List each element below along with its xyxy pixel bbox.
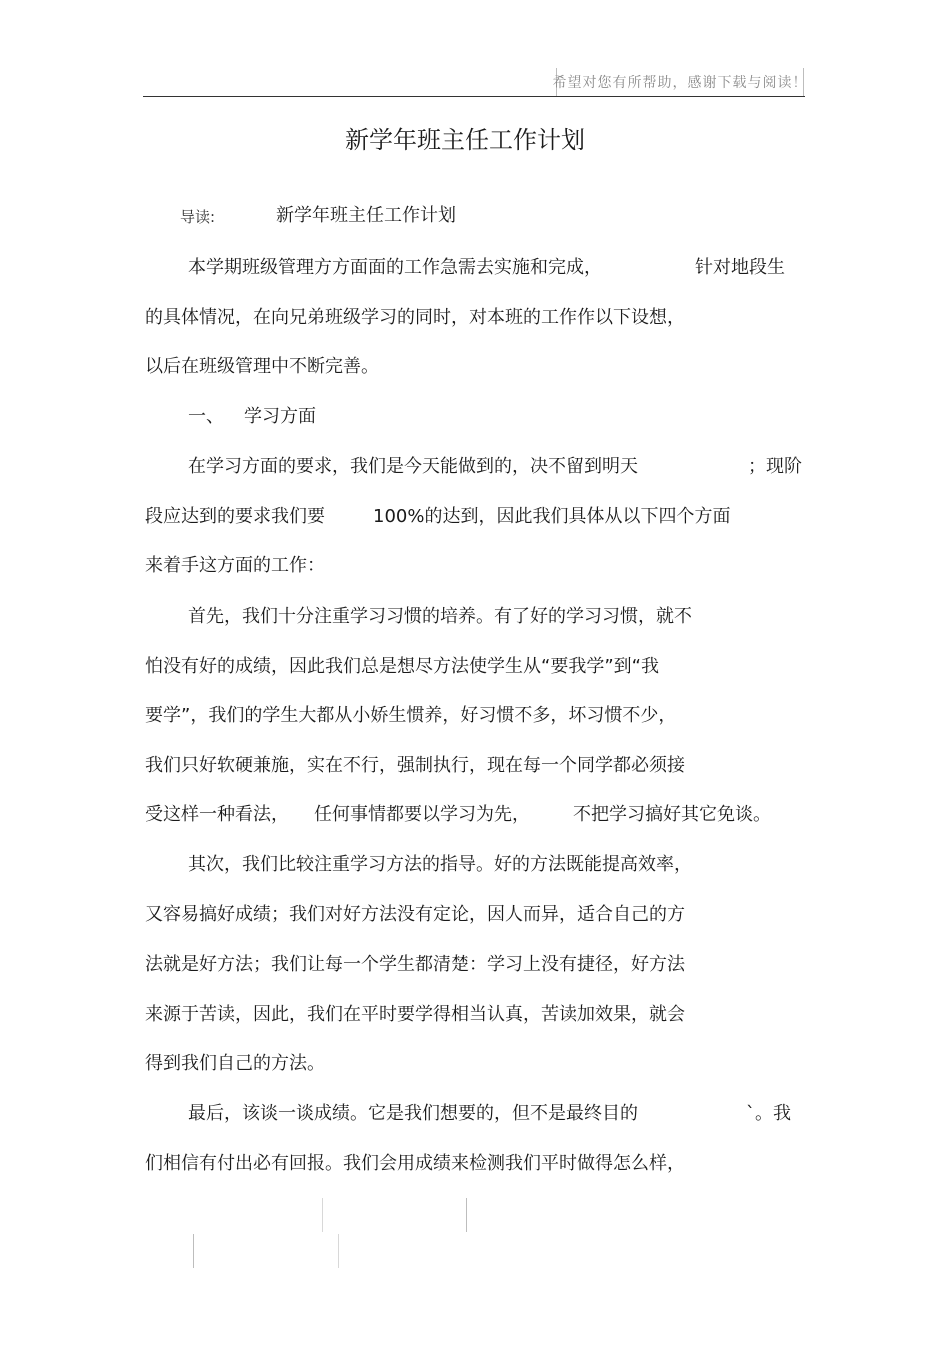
artifact-line (193, 1234, 194, 1268)
paragraph-line: 们相信有付出必有回报。我们会用成绩来检测我们平时做得怎么样， (145, 1153, 685, 1174)
paragraph-line-fragment: 针对地段生 (695, 257, 785, 278)
paragraph-line-fragment: 不把学习搞好其它免谈。 (573, 804, 771, 825)
paragraph-line: 来着手这方面的工作： (145, 555, 325, 576)
section-heading: 学习方面 (244, 406, 316, 427)
artifact-line (322, 1198, 323, 1232)
paragraph-line: 受这样一种看法， (145, 804, 289, 825)
artifact-line (466, 1198, 467, 1232)
intro-value: 新学年班主任工作计划 (276, 205, 456, 226)
section-number: 一、 (188, 406, 224, 427)
paragraph-line: 的具体情况，在向兄弟班级学习的同时，对本班的工作作以下设想， (145, 307, 685, 328)
paragraph-line: 要学”，我们的学生大都从小娇生惯养，好习惯不多，坏习惯不少， (145, 705, 677, 726)
paragraph-line: 最后，该谈一谈成绩。它是我们想要的，但不是最终目的 (188, 1103, 638, 1124)
paragraph-line: 得到我们自己的方法。 (145, 1053, 325, 1074)
paragraph-line: 我们只好软硬兼施，实在不行，强制执行，现在每一个同学都必须接 (145, 755, 685, 776)
header-divider (143, 96, 805, 97)
paragraph-line-fragment: ；现阶 (748, 456, 802, 477)
paragraph-line-fragment: 任何事情都要以学习为先， (314, 804, 530, 825)
paragraph-line: 法就是好方法；我们让每一个学生都清楚：学习上没有捷径，好方法 (145, 954, 685, 975)
paragraph-line: 又容易搞好成绩；我们对好方法没有定论，因人而异，适合自己的方 (145, 904, 685, 925)
header-banner: 希望对您有所帮助，感谢下载与阅读！ (556, 68, 804, 96)
paragraph-line: 首先，我们十分注重学习习惯的培养。有了好的学习习惯，就不 (188, 606, 692, 627)
paragraph-line-fragment: 100%的达到，因此我们具体从以下四个方面 (373, 506, 731, 527)
paragraph-line: 以后在班级管理中不断完善。 (145, 356, 379, 377)
paragraph-line: 怕没有好的成绩，因此我们总是想尽方法使学生从“要我学”到“我 (145, 656, 659, 677)
artifact-line (338, 1234, 339, 1268)
paragraph-line: 来源于苦读，因此，我们在平时要学得相当认真，苦读加效果，就会 (145, 1004, 685, 1025)
paragraph-line: 本学期班级管理方方面面的工作急需去实施和完成， (188, 257, 602, 278)
paragraph-line: 在学习方面的要求，我们是今天能做到的，决不留到明天 (188, 456, 638, 477)
paragraph-line: 段应达到的要求我们要 (145, 506, 325, 527)
document-title: 新学年班主任工作计划 (345, 126, 585, 154)
intro-label: 导读: (180, 208, 216, 226)
paragraph-line: 其次，我们比较注重学习方法的指导。好的方法既能提高效率， (188, 854, 692, 875)
paragraph-line-fragment: `。我 (746, 1103, 791, 1124)
